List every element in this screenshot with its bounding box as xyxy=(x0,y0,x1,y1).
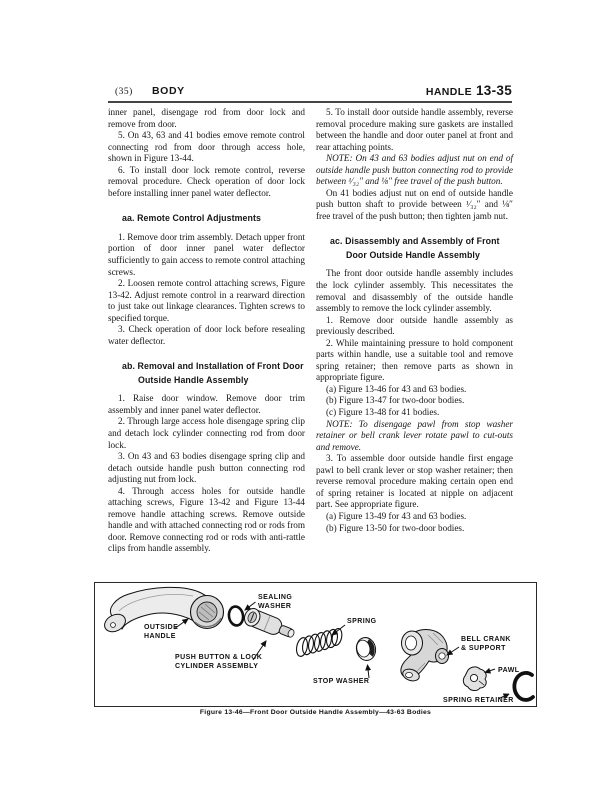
paragraph: 1. Remove door outside handle assembly as previously described. xyxy=(316,314,513,337)
figure-reference: (a) Figure 13-49 for 43 and 63 bodies. xyxy=(326,510,467,521)
figure-label-bell-crank: & SUPPORT xyxy=(461,645,506,652)
stop-washer-illustration xyxy=(354,636,377,662)
figure-reference: (b) Figure 13-47 for two-door bodies. xyxy=(326,395,465,406)
push-button-lock-cylinder-illustration xyxy=(242,606,297,642)
paragraph: 3. On 43 and 63 bodies disengage spring clip and detach outside handle push button connecting rod adjusting nut from lock. xyxy=(108,451,305,485)
paragraph: The front door outside handle assembly includes the lock cylinder assembly. This necessitates the removal and disassembly of the outside handle assembly to remove the lock cylinder assembly. xyxy=(316,268,513,314)
page-number: 13-35 xyxy=(475,83,512,98)
note-paragraph: NOTE: To disengage pawl from stop washer retainer or bell crank lever rotate pawl to cut-outs and remove. xyxy=(316,418,513,452)
right-column xyxy=(316,107,513,534)
figure-label-spring-retainer: SPRING RETAINER xyxy=(443,697,514,704)
figure-label-stop-washer: STOP WASHER xyxy=(313,678,370,685)
paragraph: 3. To assemble door outside handle first engage pawl to bell crank lever or stop washer retainer; then reverse removal procedure making certain open end of spring retainer is located at nipple on adjacent part. See appropriate figure. xyxy=(316,453,513,510)
sealing-washer-illustration xyxy=(228,606,245,627)
paragraph: 1. Raise door window. Remove door trim assembly and inner panel water deflector. xyxy=(108,393,305,415)
bell-crank-support-illustration xyxy=(401,630,449,683)
section-heading-ab: ab. Removal and Installation of Front Door Outside Handle Assembly xyxy=(122,361,304,385)
section-heading-aa: aa. Remote Control Adjustments xyxy=(122,213,262,224)
section-title: BODY xyxy=(152,85,185,97)
paragraph: 5. On 43, 63 and 41 bodies emove remote control connecting rod from door through access hole, shown in Figure 13-44. xyxy=(108,130,305,164)
spring-retainer-illustration xyxy=(514,673,533,700)
paragraph: 4. Through access holes for outside handle attaching screws, Figure 13-42 and Figure 13-44 remove handle attaching screws. Remove outside handle and with attached connecting rod or rods from door. Remove connecting rod or rods with anti-rattle clips from handle assembly. xyxy=(108,485,305,554)
paragraph: 6. To install door lock remote control, reverse removal procedure. Check operation of door lock before installing inner panel water deflector. xyxy=(108,164,305,198)
left-column xyxy=(108,107,305,555)
figure-label-sealing-washer: WASHER xyxy=(258,603,292,610)
header-rule xyxy=(108,101,512,103)
paragraph: 3. Check operation of door lock before resealing water deflector. xyxy=(108,324,305,346)
figure-label-outside-handle: HANDLE xyxy=(144,633,176,640)
paragraph: 2. While maintaining pressure to hold component parts within handle, use a suitable tool and remove spring retainer; then remove parts as shown in appropriate figure. xyxy=(316,337,513,383)
section-heading-ac: ac. Disassembly and Assembly of Front Door Outside Handle Assembly xyxy=(330,236,500,260)
paragraph: 1. Remove door trim assembly. Detach upper front portion of door inner panel water deflector sufficiently to gain access to remote control attaching screws. xyxy=(108,231,305,277)
figure-reference: (a) Figure 13-46 for 43 and 63 bodies. xyxy=(326,383,467,394)
page-header xyxy=(108,82,512,102)
note-paragraph: NOTE: On 43 and 63 bodies adjust nut on end of outside handle push button connecting rod to provide between ¹⁄₃₂″ and ⅛″ free travel of the push button. xyxy=(316,153,513,187)
figure-label-push-button: PUSH BUTTON & LOCK xyxy=(175,654,263,661)
figure-label-pawl: PAWL xyxy=(498,667,520,674)
paragraph: 2. Loosen remote control attaching screws, Figure 13-42. Adjust remote control in a rearward direction to just take out linkage clearances. Tighten screws to specified torque. xyxy=(108,278,305,323)
figure-label-bell-crank: BELL CRANK xyxy=(461,636,511,643)
figure-reference: (c) Figure 13-48 for 41 bodies. xyxy=(326,407,440,418)
paragraph: 5. To install door outside handle assembly, reverse removal procedure making sure gaskets are installed between the handle and door outer panel at front and rear attaching points. xyxy=(316,107,513,152)
figure-label-sealing-washer: SEALING xyxy=(258,594,293,601)
figure-label-spring: SPRING xyxy=(347,618,377,625)
figure-label-outside-handle: OUTSIDE xyxy=(144,624,179,631)
paragraph: inner panel, disengage rod from door lock and remove from door. xyxy=(108,107,305,129)
figure-reference: (b) Figure 13-50 for two-door bodies. xyxy=(326,522,465,533)
paragraph: 2. Through large access hole disengage spring clip and detach lock cylinder connecting rod from door lock. xyxy=(108,416,305,450)
paragraph: On 41 bodies adjust nut on end of outside handle push button shaft to provide between ¹⁄₃₂″ and ⅛″ free travel of the push button; then tighten jamb nut. xyxy=(316,187,513,221)
figure-caption: Figure 13-46—Front Door Outside Handle Assembly—43-63 Bodies xyxy=(199,709,432,716)
pawl-illustration xyxy=(463,667,486,691)
exploded-view-illustration xyxy=(95,583,536,706)
figure-13-46 xyxy=(94,582,537,707)
running-title: HANDLE xyxy=(425,86,472,98)
page-ref: (35) xyxy=(115,87,133,97)
figure-label-push-button: CYLINDER ASSEMBLY xyxy=(175,663,259,670)
